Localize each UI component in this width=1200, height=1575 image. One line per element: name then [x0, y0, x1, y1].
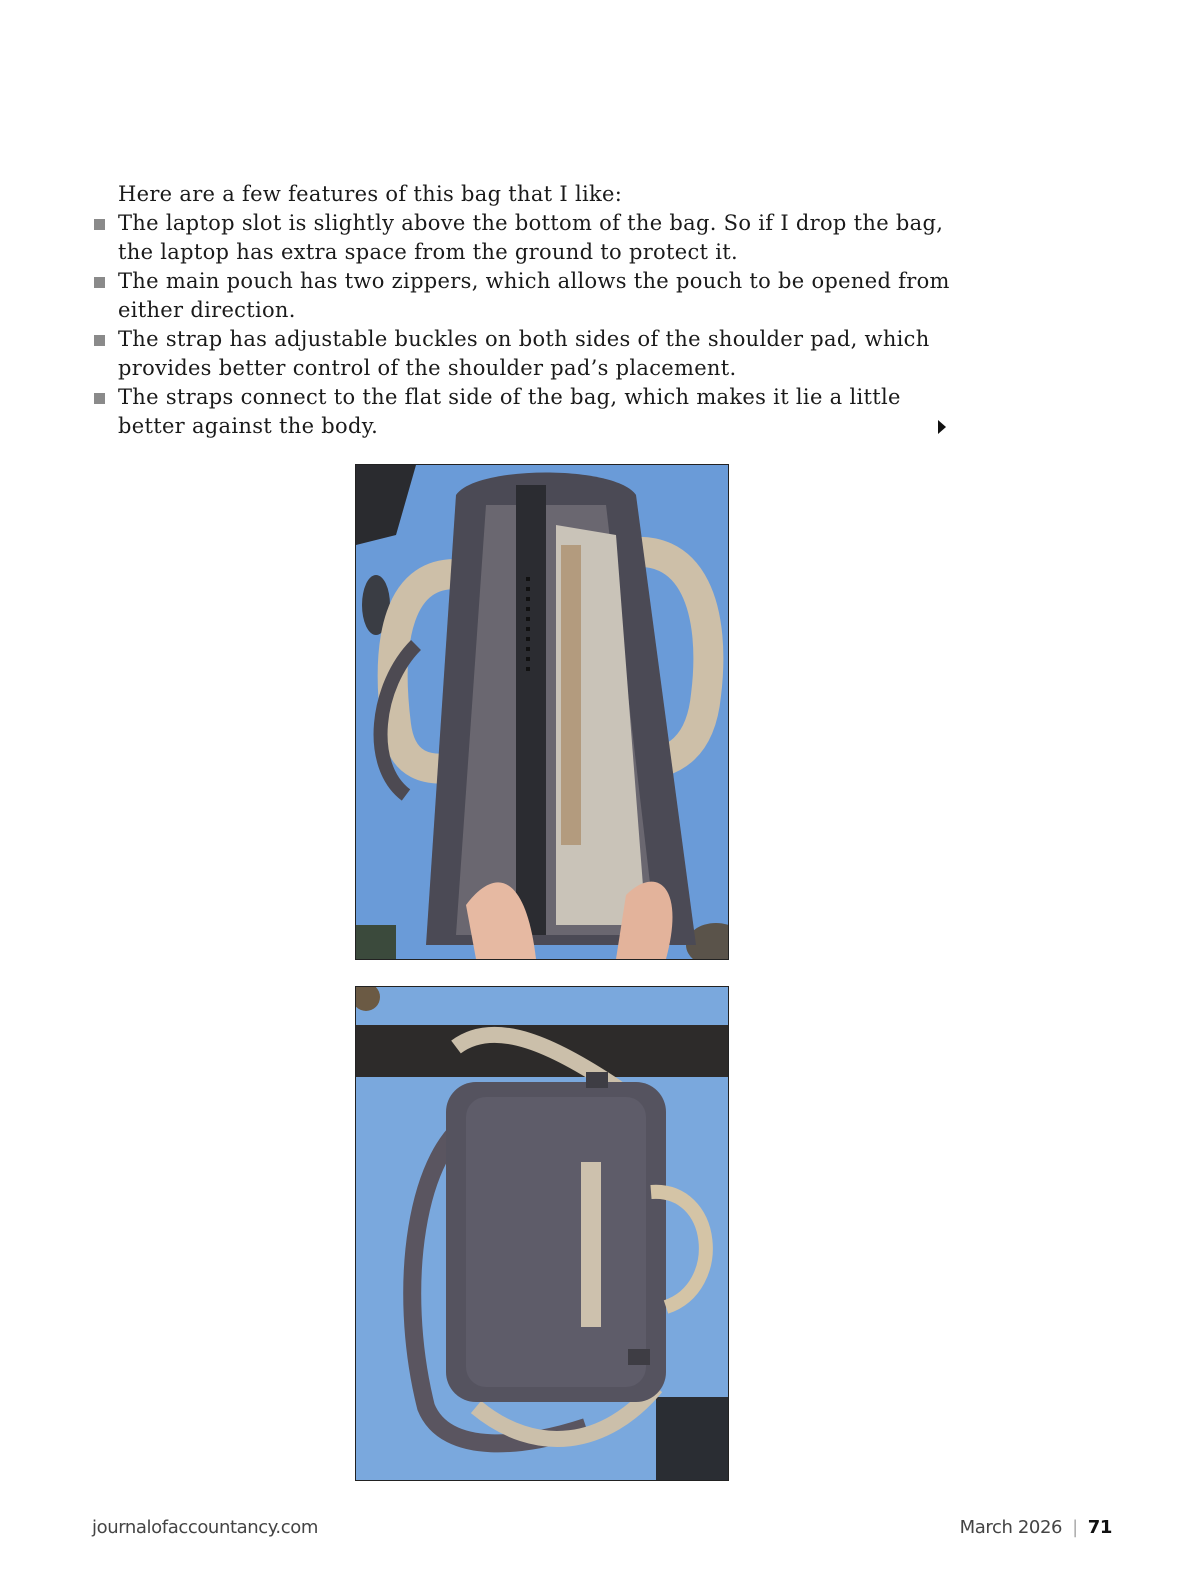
- page-number: 71: [1087, 1517, 1112, 1538]
- footer-divider: |: [1072, 1517, 1078, 1538]
- intro-text: Here are a few features of this bag that I like:: [118, 182, 623, 206]
- list-item: [94, 383, 954, 441]
- list-item-text: The main pouch has two zippers, which allows the pouch to be opened from either direction.: [118, 269, 950, 322]
- bullet-square-icon: [94, 393, 105, 404]
- article-body: [94, 180, 954, 441]
- bullet-square-icon: [94, 277, 105, 288]
- list-item: [94, 267, 954, 325]
- list-item: [94, 325, 954, 383]
- list-item: [94, 209, 954, 267]
- feature-list: [94, 209, 954, 441]
- footer-date: March 2026: [959, 1517, 1063, 1538]
- bullet-square-icon: [94, 219, 105, 230]
- end-of-story-arrow-icon: [938, 420, 946, 434]
- list-item-text: The straps connect to the flat side of the bag, which makes it lie a little better against the body.: [118, 385, 901, 438]
- footer-site-url: journalofaccountancy.com: [92, 1517, 318, 1538]
- list-item-text: The laptop slot is slightly above the bottom of the bag. So if I drop the bag, the laptop has extra space from the ground to protect it.: [118, 211, 944, 264]
- footer-page-info: [960, 1517, 1112, 1538]
- bag-interior-photo: [355, 464, 729, 960]
- bag-exterior-photo: [355, 986, 729, 1481]
- bullet-square-icon: [94, 335, 105, 346]
- list-item-text: The strap has adjustable buckles on both sides of the shoulder pad, which provides better control of the shoulder pad’s placement.: [118, 327, 930, 380]
